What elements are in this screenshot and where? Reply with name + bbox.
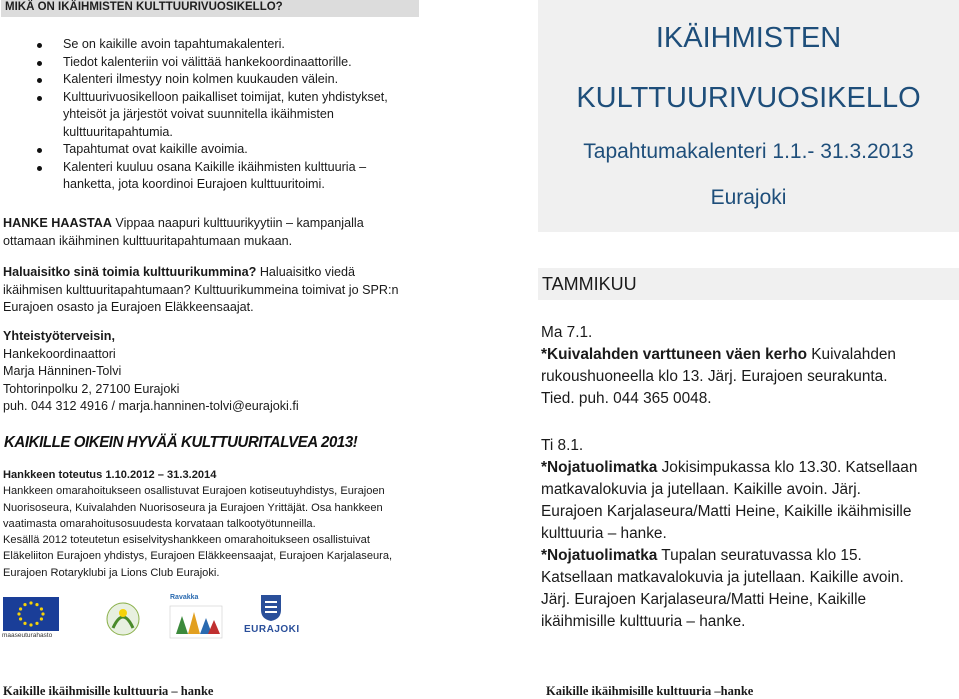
bullet-item: Tapahtumat ovat kaikille avoimia. [3,141,413,159]
bullet-item: Se on kaikille avoin tapahtumakalenteri. [3,36,413,54]
maaseuturahasto-label: maaseuturahasto [2,632,53,639]
sponsor-paragraph [3,264,413,317]
sponsor-text: Haluaisitko viedä ikäihmisen kulttuuritapahtumaan? Kulttuurikummeina toimivat jo SPR:n Eurajoen osasto ja Eurajoen Eläkkeensaajat. [3,265,399,314]
slogan: KAIKILLE OIKEIN HYVÄÄ KULTTUURITALVEA 2013! [4,433,358,452]
event-entry [541,435,956,633]
project-info [3,467,413,581]
contact-address: Tohtorinpolku 2, 27100 Eurajoki [3,381,180,396]
left-column [0,0,421,698]
challenge-paragraph [3,215,413,250]
eurajoki-logo-label: EURAJOKI [244,624,300,635]
right-footer: Kaikille ikäihmisille kulttuuria –hanke [546,684,754,698]
challenge-heading: HANKE HAASTAA [3,216,112,230]
contact-block [3,328,413,416]
left-footer: Kaikille ikäihmisille kulttuuria – hanke [3,684,214,698]
event-text: Kuivalahden [807,346,896,363]
month-heading-box [538,268,959,300]
bullet-item: Tiedot kalenteriin voi välittää hankekoordinaattorille. [3,54,413,72]
sponsor-logos [0,592,421,642]
left-header-title: MIKÄ ON IKÄIHMISTEN KULTTUURIVUOSIKELLO? [5,1,283,13]
project-funding-1: Hankkeen omarahoitukseen osallistuvat Eurajoen kotiseutuyhdistys, Eurajoen Nuorisoseura, Kuivalahden Nuorisoseura ja Eurajoen Yrittäjät. Osa hankkeen vaatimasta omarahoitusosuudesta korvataan talkootyötunneilla. [3,485,385,530]
title-box [538,0,959,232]
event-line: rukoushuoneella klo 13. Järj. Eurajoen seurakunta. [541,368,888,385]
month-heading: TAMMIKUU [542,274,637,294]
ravakka-logo [168,596,224,640]
title-line-2: KULTTUURIVUOSIKELLO [576,82,921,114]
event-line: kulttuuria – hanke. [541,525,667,542]
event-line [541,457,956,479]
project-funding-2: Kesällä 2012 toteutetun esiselvityshankkeen omarahoitukseen osallistuivat Eläkeliiton Eurajoen yhdistys, Eurajoen Eläkkeensaajat, Eurajoen Karjalaseura, Eurajoen Rotaryklubi ja Lions Club Eurajoki. [3,534,393,579]
contact-greeting: Yhteistyöterveisin, [3,329,115,343]
info-bullet-list [3,36,413,194]
event-line: Katsellaan matkavalokuvia ja jutellaan. Kaikille avoin. [541,569,904,586]
bullet-item: Kalenteri ilmestyy noin kolmen kuukauden välein. [3,71,413,89]
event-text: Jokisimpukassa klo 13.30. Katsellaan [657,459,918,476]
event-line: ikäihmisille kulttuuria – hanke. [541,613,746,630]
sponsor-question: Haluaisitko sinä toimia kulttuurikummina? [3,265,257,279]
event-date: Ma 7.1. [541,324,593,341]
location-title: Eurajoki [710,186,787,209]
challenge-text: Vippaa naapuri kulttuurikyytiin – kampanjalla ottamaan ikäihminen kulttuuritapahtumaan mukaan. [3,216,364,248]
contact-phone-email[interactable]: puh. 044 312 4916 / marja.hanninen-tolvi@eurajoki.fi [3,399,299,413]
event-line [541,344,956,366]
bullet-item: Kulttuurivuosikelloon paikalliset toimijat, kuten yhdistykset, yhteisöt ja järjestöt voivat suunnitella ikäihmisten kulttuuritapahtumia. [3,89,413,142]
title-line-1: IKÄIHMISTEN [655,22,842,54]
event-line: matkavalokuvia ja jutellaan. Kaikille avoin. Järj. [541,481,861,498]
contact-name: Marja Hänninen-Tolvi [3,364,122,378]
left-header-bar [1,0,419,17]
contact-role: Hankekoordinaattori [3,346,116,361]
event-title: *Nojatuolimatka [541,459,658,476]
event-line [541,545,956,567]
project-period: Hankkeen toteutus 1.10.2012 – 31.3.2014 [3,469,217,481]
event-line: Tied. puh. 044 365 0048. [541,390,712,407]
event-date: Ti 8.1. [541,437,584,454]
event-line: Eurajoen Karjalaseura/Matti Heine, Kaikille ikäihmisille [541,503,912,520]
event-entry [541,322,956,410]
bullet-item: Kalenteri kuuluu osana Kaikille ikäihmisten kulttuuria –hanketta, jota koordinoi Eurajoen kulttuuritoimi. [3,159,413,194]
ravakka-label: Ravakka [170,594,199,601]
event-line: Järj. Eurajoen Karjalaseura/Matti Heine, Kaikille [541,591,867,608]
leader-logo [105,600,141,638]
event-title: *Nojatuolimatka [541,547,658,564]
event-title: *Kuivalahden varttuneen väen kerho [541,346,807,363]
event-text: Tupalan seuratuvassa klo 15. [657,547,862,564]
calendar-subtitle: Tapahtumakalenteri 1.1.- 31.3.2013 [583,140,914,163]
eurajoki-crest [260,594,282,622]
